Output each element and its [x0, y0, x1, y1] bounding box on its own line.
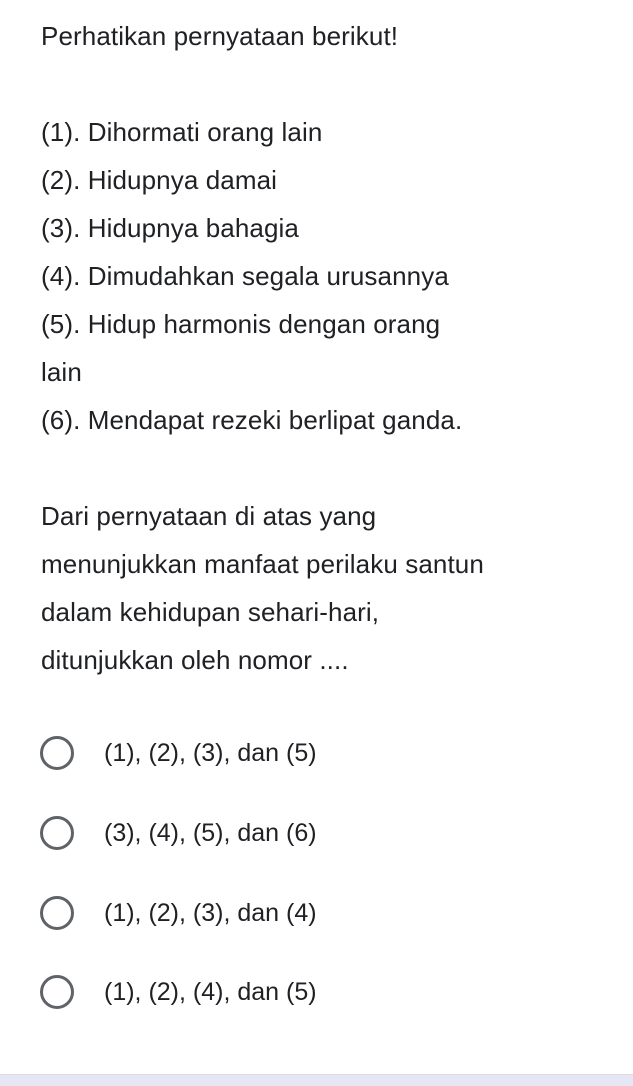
option-label[interactable]: (1), (2), (3), dan (5)	[104, 738, 317, 767]
statement-5-continued: lain	[41, 357, 82, 387]
radio-button-icon[interactable]	[40, 975, 74, 1009]
spacer	[41, 444, 601, 492]
question-intro: Perhatikan pernyataan berikut!	[41, 21, 399, 51]
spacer	[41, 60, 601, 108]
option-label[interactable]: (1), (2), (3), dan (4)	[104, 898, 317, 927]
question-text	[41, 12, 601, 684]
radio-button-icon[interactable]	[40, 816, 74, 850]
option-c[interactable]	[40, 891, 317, 935]
statement-3: (3). Hidupnya bahagia	[41, 213, 299, 243]
question-prompt-line-3: dalam kehidupan sehari-hari,	[41, 597, 380, 627]
statement-5: (5). Hidup harmonis dengan orang	[41, 309, 441, 339]
statement-6: (6). Mendapat rezeki berlipat ganda.	[41, 405, 463, 435]
option-label[interactable]: (1), (2), (4), dan (5)	[104, 977, 317, 1006]
statement-2: (2). Hidupnya damai	[41, 165, 278, 195]
radio-button-icon[interactable]	[40, 896, 74, 930]
option-label[interactable]: (3), (4), (5), dan (6)	[104, 818, 317, 847]
question-prompt-line-4: ditunjukkan oleh nomor ....	[41, 645, 349, 675]
option-d[interactable]	[40, 970, 317, 1014]
option-b[interactable]	[40, 811, 317, 855]
statement-4: (4). Dimudahkan segala urusannya	[41, 261, 449, 291]
statement-1: (1). Dihormati orang lain	[41, 117, 323, 147]
question-prompt-line-1: Dari pernyataan di atas yang	[41, 501, 377, 531]
radio-button-icon[interactable]	[40, 736, 74, 770]
option-a[interactable]	[40, 731, 317, 775]
question-prompt-line-2: menunjukkan manfaat perilaku santun	[41, 549, 484, 579]
bottom-divider	[0, 1074, 633, 1086]
